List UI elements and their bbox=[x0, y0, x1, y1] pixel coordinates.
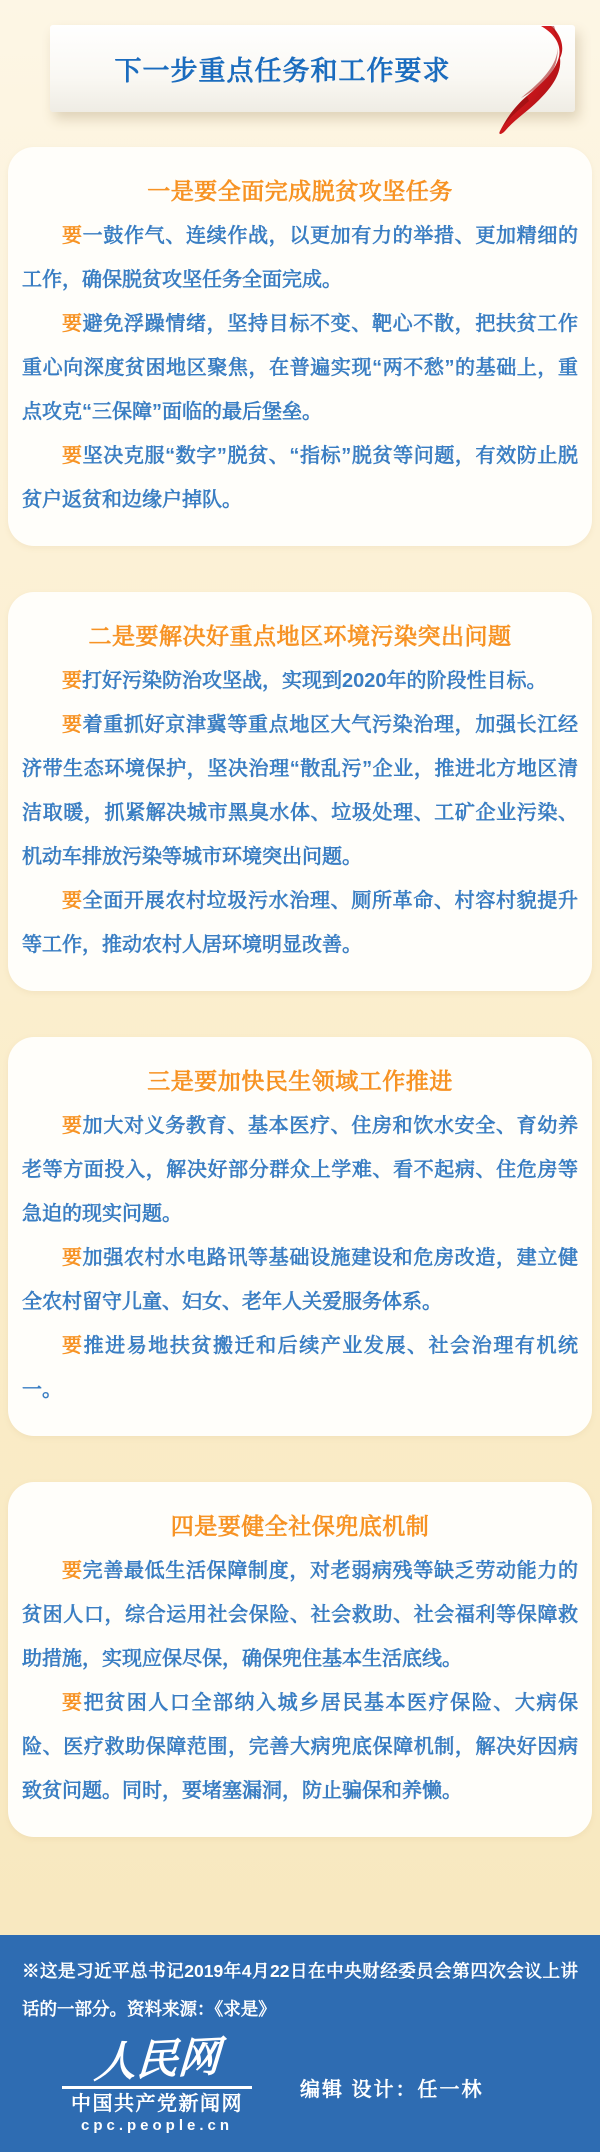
paragraph bbox=[22, 703, 578, 879]
section-card-1 bbox=[8, 147, 592, 546]
section-heading: 三是要加快民生领域工作推进 bbox=[147, 1068, 453, 1094]
footer-logo-row bbox=[22, 2034, 578, 2136]
paragraph-text: 推进易地扶贫搬迁和后续产业发展、社会治理有机统一。 bbox=[22, 1335, 579, 1401]
paragraph-text: 一鼓作气、连续作战，以更加有力的举措、更加精细的工作，确保脱贫攻坚任务全面完成。 bbox=[22, 225, 579, 291]
lead-char: 要 bbox=[62, 714, 83, 736]
sections-container bbox=[8, 147, 592, 1837]
lead-char: 要 bbox=[62, 1115, 83, 1137]
paragraph bbox=[22, 1549, 578, 1681]
lead-char: 要 bbox=[62, 1335, 84, 1357]
section-card-2 bbox=[8, 592, 592, 991]
lead-char: 要 bbox=[62, 1560, 83, 1582]
lead-char: 要 bbox=[62, 1247, 83, 1269]
paragraph bbox=[22, 879, 578, 967]
header-banner bbox=[50, 25, 575, 112]
paragraph-text: 加大对义务教育、基本医疗、住房和饮水安全、育幼养老等方面投入，解决好部分群众上学难、看不起病、住危房等急迫的现实问题。 bbox=[22, 1115, 579, 1225]
logo-site-name: 中国共产党新闻网 bbox=[71, 2093, 243, 2115]
paragraph bbox=[22, 214, 578, 302]
lead-char: 要 bbox=[62, 313, 83, 335]
paragraph-text: 坚决克服“数字”脱贫、“指标”脱贫等问题，有效防止脱贫户返贫和边缘户掉队。 bbox=[22, 445, 579, 511]
lead-char: 要 bbox=[62, 445, 83, 467]
page-title: 下一步重点任务和工作要求 bbox=[114, 56, 451, 86]
logo-script-text: 人民网 bbox=[92, 2034, 222, 2088]
footer bbox=[0, 1935, 600, 2152]
paragraph bbox=[22, 302, 578, 434]
paragraph-text: 着重抓好京津冀等重点地区大气污染治理，加强长江经济带生态环境保护，坚决治理“散乱污”企业，推进北方地区清洁取暖，抓紧解决城市黑臭水体、垃圾处理、工矿企业污染、机动车排放污染等城市环境突出问题。 bbox=[22, 714, 579, 868]
editor-credit: 编辑 设计：任一林 bbox=[300, 2078, 484, 2101]
section-card-4 bbox=[8, 1482, 592, 1837]
logo-url: cpc.people.cn bbox=[80, 2117, 234, 2134]
paragraph-text: 把贫困人口全部纳入城乡居民基本医疗保险、大病保险、医疗救助保障范围，完善大病兜底保障机制，解决好因病致贫问题。同时，要堵塞漏洞，防止骗保和养懒。 bbox=[22, 1692, 579, 1802]
lead-char: 要 bbox=[62, 890, 83, 912]
section-heading: 二是要解决好重点地区环境污染突出问题 bbox=[88, 623, 512, 649]
paragraph bbox=[22, 1324, 578, 1412]
paragraph bbox=[22, 1104, 578, 1236]
lead-char: 要 bbox=[62, 225, 83, 247]
paragraph bbox=[22, 1681, 578, 1813]
paragraph bbox=[22, 434, 578, 522]
lead-char: 要 bbox=[62, 670, 82, 692]
red-ribbon-icon bbox=[497, 25, 571, 137]
section-heading: 一是要全面完成脱贫攻坚任务 bbox=[147, 178, 453, 204]
paragraph-text: 打好污染防治攻坚战，实现到2020年的阶段性目标。 bbox=[82, 670, 547, 692]
paragraph-text: 完善最低生活保障制度，对老弱病残等缺乏劳动能力的贫困人口，综合运用社会保险、社会救助、社会福利等保障救助措施，实现应保尽保，确保兜住基本生活底线。 bbox=[22, 1560, 579, 1670]
paragraph-text: 全面开展农村垃圾污水治理、厕所革命、村容村貌提升等工作，推动农村人居环境明显改善。 bbox=[22, 890, 579, 956]
section-card-3 bbox=[8, 1037, 592, 1436]
paragraph-text: 避免浮躁情绪，坚持目标不变、靶心不散，把扶贫工作重心向深度贫困地区聚焦，在普遍实现“两不愁”的基础上，重点攻克“三保障”面临的最后堡垒。 bbox=[22, 313, 579, 423]
paragraph-text: 加强农村水电路讯等基础设施建设和危房改造，建立健全农村留守儿童、妇女、老年人关爱服务体系。 bbox=[22, 1247, 579, 1313]
paragraph bbox=[22, 1236, 578, 1324]
paragraph bbox=[22, 659, 578, 703]
section-heading: 四是要健全社保兜底机制 bbox=[170, 1513, 430, 1539]
lead-char: 要 bbox=[62, 1692, 84, 1714]
source-note: ※这是习近平总书记2019年4月22日在中央财经委员会第四次会议上讲话的一部分。资料来源：《求是》 bbox=[22, 1961, 578, 2019]
peoples-daily-logo bbox=[62, 2034, 252, 2136]
